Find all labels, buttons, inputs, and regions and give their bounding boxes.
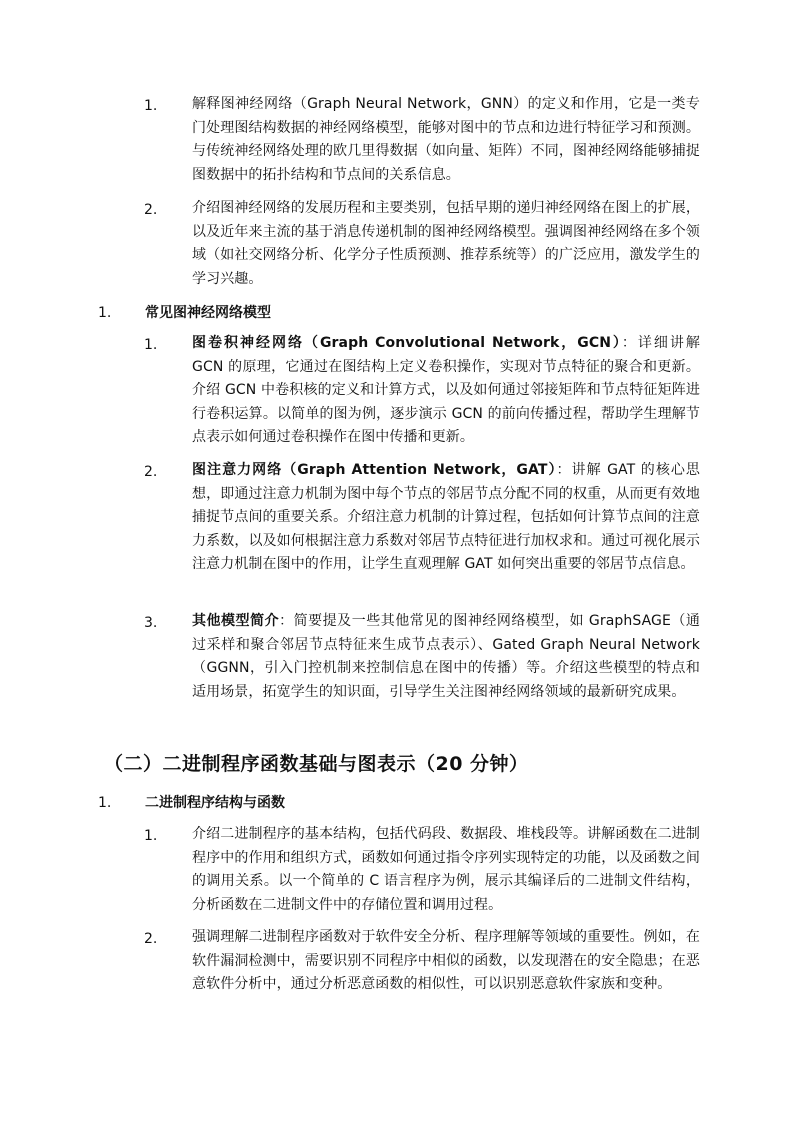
term-gat: 图注意力网络（Graph Attention Network，GAT） [192,462,557,478]
list-number: 1. [144,828,158,844]
list-number: 2. [144,931,158,947]
section-title-common-models: 常见图神经网络模型 [145,305,271,321]
section-number: 1. [98,305,112,321]
paragraph-gnn-definition: 解释图神经网络（Graph Neural Network，GNN）的定义和作用，它是一类专门处理图结构数据的神经网络模型，能够对图中的节点和边进行特征学习和预测。与传统神经网络处理的欧几里得数据（如向量、矩阵）不同，图神经网络能够捕捉图数据中的拓扑结构和节点间的关系信息。 [192,96,700,183]
section-title-binary-structure: 二进制程序结构与函数 [145,795,285,811]
list-number: 1. [144,98,158,114]
heading-binary-functions: （二）二进制程序函数基础与图表示（20 分钟） [104,753,529,775]
paragraph-gcn-text: ：详细讲解 GCN 的原理，它通过在图结构上定义卷积操作，实现对节点特征的聚合和更新。介绍 GCN 中卷积核的定义和计算方式，以及如何通过邻接矩阵和节点特征矩阵进行卷积运算。以简单的图为例，逐步演示 GCN 的前向传播过程，帮助学生理解节点表示如何通过卷积操作在图中传播和更新。 [192,335,700,446]
paragraph-gat-text: ：讲解 GAT 的核心思想，即通过注意力机制为图中每个节点的邻居节点分配不同的权重，从而更有效地捕捉节点间的重要关系。介绍注意力机制的计算过程，包括如何计算节点间的注意力系数，以及如何根据注意力系数对邻居节点特征进行加权求和。通过可视化展示注意力机制在图中的作用，让学生直观理解 GAT 如何突出重要的邻居节点信息。 [192,462,700,573]
paragraph-gat [192,459,700,577]
list-number: 1. [144,337,158,353]
list-number: 2. [144,464,158,480]
term-gcn: 图卷积神经网络（Graph Convolutional Network，GCN） [192,335,622,351]
paragraph-binary-importance: 强调理解二进制程序函数对于软件安全分析、程序理解等领域的重要性。例如，在软件漏洞检测中，需要识别不同程序中相似的函数，以发现潜在的安全隐患；在恶意软件分析中，通过分析恶意函数的相似性，可以识别恶意软件家族和变种。 [192,929,700,993]
paragraph-other-models [192,610,700,704]
paragraph-gnn-history: 介绍图神经网络的发展历程和主要类别，包括早期的递归神经网络在图上的扩展，以及近年来主流的基于消息传递机制的图神经网络模型。强调图神经网络在多个领域（如社交网络分析、化学分子性质预测、推荐系统等）的广泛应用，激发学生的学习兴趣。 [192,200,700,287]
paragraph-other-models-text: ：简要提及一些其他常见的图神经网络模型，如 GraphSAGE（通过采样和聚合邻居节点特征来生成节点表示）、Gated Graph Neural Network（GGNN，引入门控机制来控制信息在图中的传播）等。介绍这些模型的特点和适用场景，拓宽学生的知识面，引导学生关注图神经网络领域的最新研究成果。 [192,613,700,700]
term-other-models: 其他模型简介 [192,613,280,629]
section-number: 1. [98,795,112,811]
list-number: 3. [144,615,158,631]
list-number: 2. [144,202,158,218]
paragraph-binary-structure: 介绍二进制程序的基本结构，包括代码段、数据段、堆栈段等。讲解函数在二进制程序中的作用和组织方式，函数如何通过指令序列实现特定的功能，以及函数之间的调用关系。以一个简单的 C 语言程序为例，展示其编译后的二进制文件结构，分析函数在二进制文件中的存储位置和调用过程。 [192,826,700,913]
paragraph-gcn [192,332,700,450]
